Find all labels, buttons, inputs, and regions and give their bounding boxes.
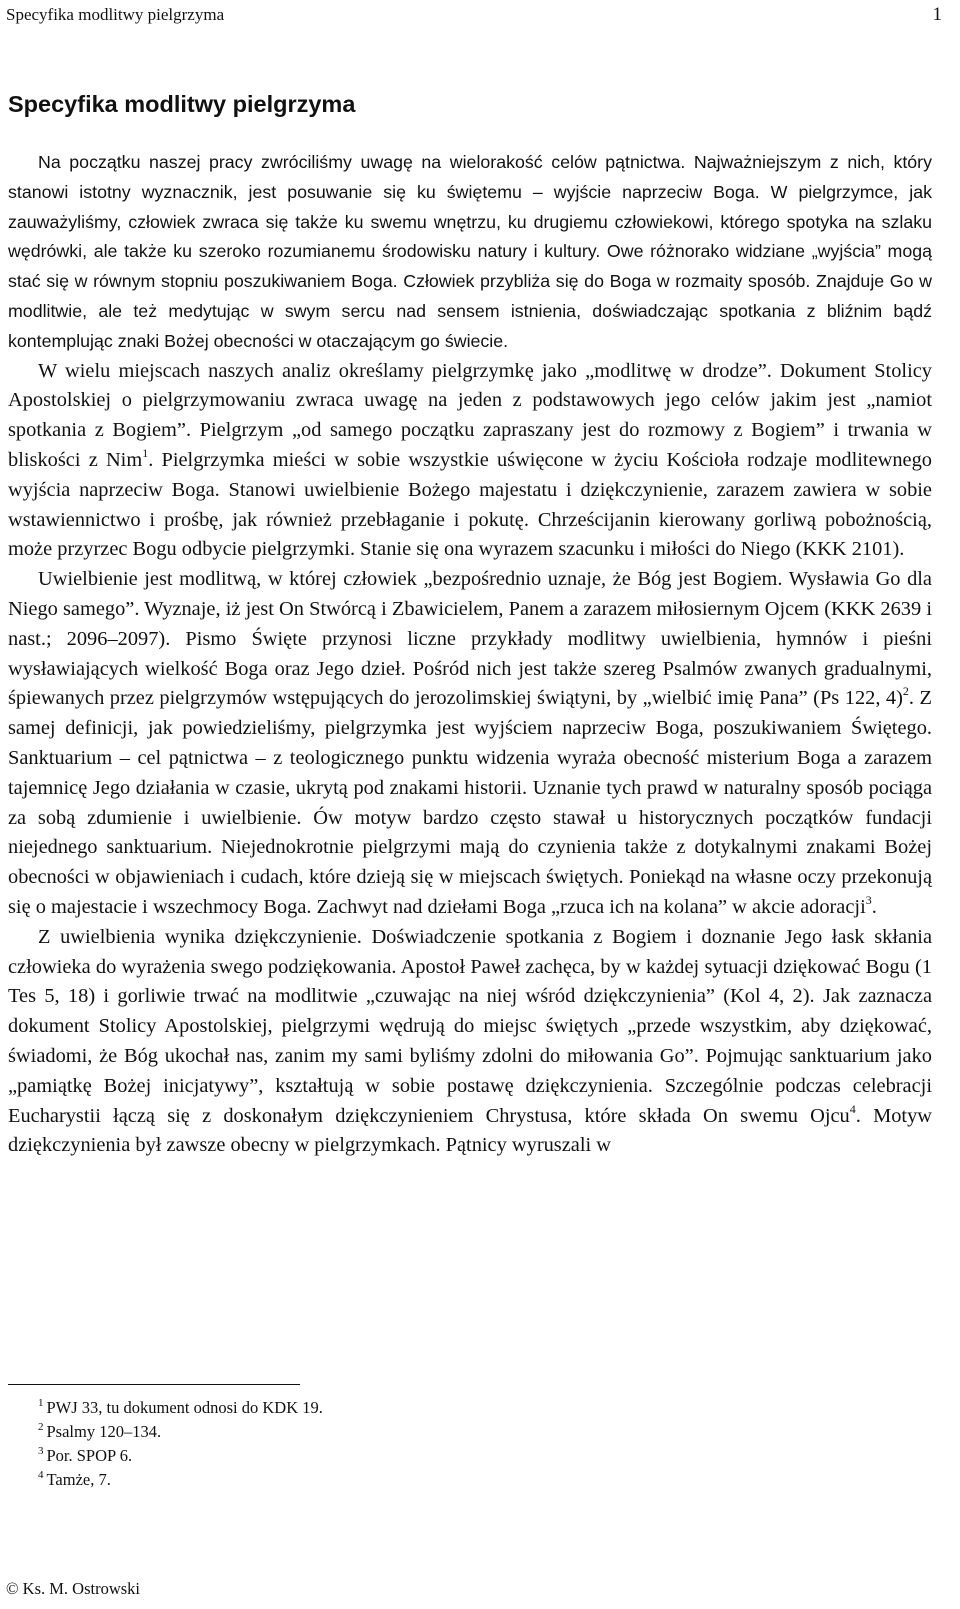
- paragraph: [8, 923, 932, 1161]
- footnote-ref[interactable]: 2: [902, 684, 909, 699]
- footnote-text: Tamże, 7.: [46, 1470, 111, 1489]
- paragraph-text: . Pielgrzymka mieści w sobie wszystkie uświęcone w życiu Kościoła rodzaje modlitewnego wyjścia naprzeciw Boga. Stanowi uwielbienie Bożego majestatu i dziękczynienie, zarazem zawiera w sobie wstawiennictwo i prośbę, jak również przebłaganie i pokutę. Chrześcijanin kierowany gorliwą pobożnością, może przyrzec Bogu odbycie pielgrzymki. Stanie się ona wyrazem szacunku i miłości do Niego (KKK 2101).: [8, 448, 932, 561]
- paragraph: [8, 565, 932, 923]
- paragraph-text: . Motyw dziękczynienia był zawsze obecny w pielgrzymkach. Pątnicy wyruszali w: [8, 1104, 933, 1157]
- running-header: [6, 2, 942, 28]
- footnote: [38, 1468, 323, 1492]
- body-text: [8, 148, 932, 1161]
- footnote-number: 2: [38, 1421, 44, 1433]
- page-footer: [6, 1578, 140, 1600]
- footnote: [38, 1444, 323, 1468]
- footnote-number: 3: [38, 1445, 44, 1457]
- footnote-text: Psalmy 120–134.: [46, 1422, 162, 1441]
- footnote-text: Por. SPOP 6.: [46, 1446, 133, 1465]
- footnote: [38, 1420, 323, 1444]
- footnote-number: 4: [38, 1469, 44, 1481]
- footnote-ref[interactable]: 3: [865, 892, 872, 907]
- paragraph-text: . Z samej definicji, jak powiedzieliśmy, pielgrzymka jest wyjściem naprzeciw Boga, poszukiwaniem Świętego. Sanktuarium – cel pątnictwa – z teologicznego punktu widzenia wyraża obecność misterium Boga a zarazem tajemnicę Jego działania w czasie, ukrytą pod znakami historii. Uznanie tych prawd w naturalny sposób pociąga za sobą zdumienie i uwielbienie. Ów motyw bardzo często stawał u historycznych początków fundacji niejednego sanktuarium. Niejednokrotnie pielgrzymi mają do czynienia także z dotykalnymi znakami Bożej obecności w objawieniach i cudach, które dzieją się w miejscach świętych. Poniekąd na własne oczy przekonują się o majestacie i wszechmocy Boga. Zachwyt nad dziełami Boga „rzuca ich na kolana” w akcie adoracji: [8, 687, 932, 918]
- paragraph: [8, 357, 932, 566]
- page-title: Specyfika modlitwy pielgrzyma: [8, 91, 356, 117]
- footnote-text: PWJ 33, tu dokument odnosi do KDK 19.: [46, 1398, 323, 1417]
- paragraph-text: Uwielbienie jest modlitwą, w której człowiek „bezpośrednio uznaje, że Bóg jest Bogiem. Wysławia Go dla Niego samego”. Wyznaje, iż jest On Stwórcą i Zbawicielem, Panem a zarazem miłosiernym Ojcem (KKK 2639 i nast.; 2096–2097). Pismo Święte przynosi liczne przykłady modlitwy uwielbienia, hymnów i pieśni wysławiających wielkość Boga oraz Jego dzieł. Pośród nich jest także szereg Psalmów zwanych gradualnymi, śpiewanych przez pielgrzymów wstępujących do jerozolimskiej świątyni, by „wielbić imię Pana” (Ps 122, 4): [8, 568, 932, 710]
- paragraph-text: Z uwielbienia wynika dziękczynienie. Doświadczenie spotkania z Bogiem i doznanie Jego łask skłania człowieka do wyrażenia swego podziękowania. Apostoł Paweł zachęca, by w każdej sytuacji dziękować Bogu (1 Tes 5, 18) i gorliwie trwać na modlitwie „czuwając na niej wśród dziękczynienia” (Kol 4, 2). Jak zaznacza dokument Stolicy Apostolskiej, pielgrzymi wędrują do miejsc świętych „przede wszystkim, aby dziękować, świadomi, że Bóg ukochał nas, zanim my sami byliśmy zdolni do miłowania Go”. Pojmując sanktuarium jako „pamiątkę Bożej inicjatywy”, kształtują w sobie postawę dziękczynienia. Szczególnie podczas celebracji Eucharystii łączą się z doskonałym dziękczynieniem Chrystusa, które składa On swemu Ojcu: [8, 925, 932, 1127]
- footnote: [38, 1396, 323, 1420]
- paragraph-text: .: [871, 895, 877, 918]
- footnote-ref[interactable]: 4: [849, 1101, 856, 1116]
- footnotes: [38, 1396, 323, 1492]
- footer-author: © Ks. M. Ostrowski: [6, 1579, 141, 1598]
- paragraph-text: W wielu miejscach naszych analiz określamy pielgrzymkę jako „modlitwę w drodze”. Dokument Stolicy Apostolskiej o pielgrzymowaniu zwraca uwagę na jeden z podstawowych jego celów jakim jest „namiot spotkania z Bogiem”. Pielgrzym „od samego początku zapraszany jest do rozmowy z Bogiem” i trwania w bliskości z Nim: [8, 359, 932, 471]
- footnote-ref[interactable]: 1: [142, 445, 149, 460]
- page-number: 1: [932, 4, 942, 25]
- footnote-divider: [8, 1384, 300, 1385]
- paragraph: [8, 148, 932, 357]
- running-title: Specyfika modlitwy pielgrzyma: [6, 5, 225, 24]
- footnote-number: 1: [38, 1397, 44, 1409]
- paragraph-text: Na początku naszej pracy zwróciliśmy uwagę na wielorakość celów pątnictwa. Najważniejszym z nich, który stanowi istotny wyznacznik, jest posuwanie się ku świętemu – wyjście naprzeciw Boga. W pielgrzymce, jak zauważyliśmy, człowiek zwraca się także ku swemu wnętrzu, ku drugiemu człowiekowi, którego spotyka na szlaku wędrówki, ale także ku szeroko rozumianemu środowisku natury i kultury. Owe różnorako widziane „wyjścia” mogą stać się w równym stopniu poszukiwaniem Boga. Człowiek przybliża się do Boga w rozmaity sposób. Znajduje Go w modlitwie, ale też medytując w swym sercu nad sensem istnienia, doświadczając spotkania z bliźnim bądź kontemplując znaki Bożej obecności w otaczającym go świecie.: [8, 152, 932, 351]
